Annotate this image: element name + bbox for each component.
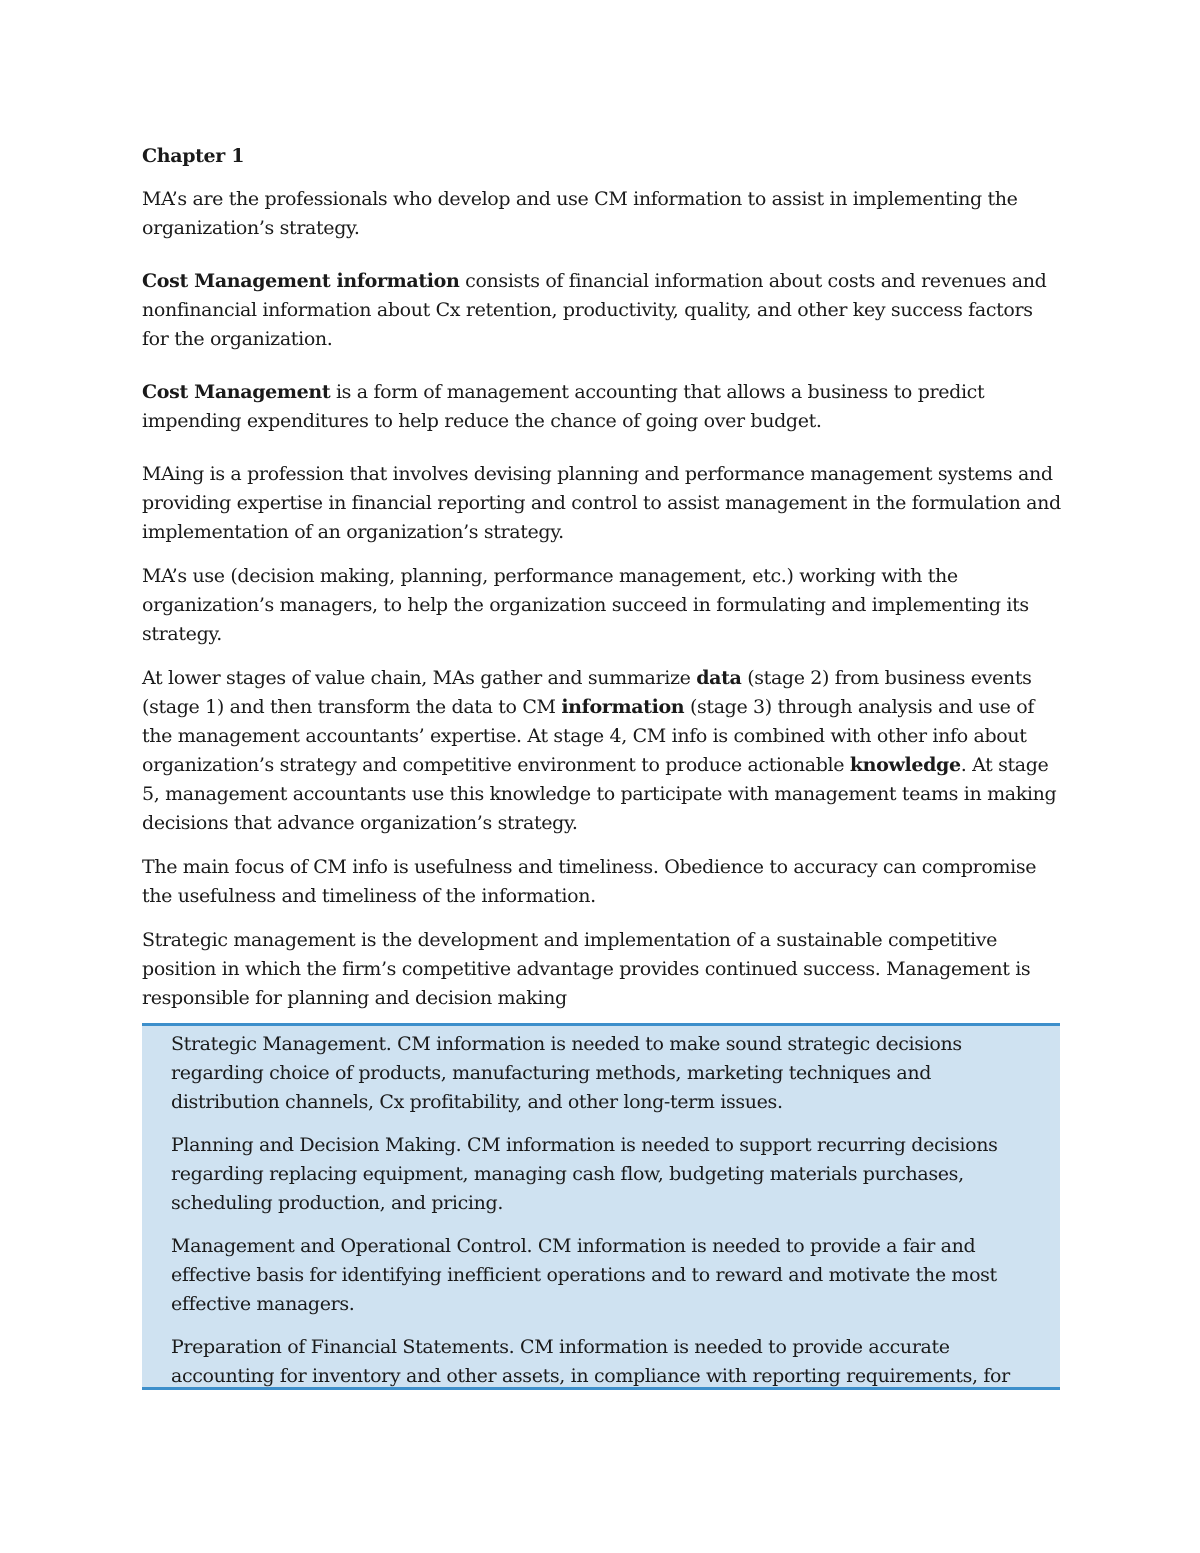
paragraph-text: (stage 3) through analysis and use of the management accountants’ expertise. At stage 4, CM info is combined with other info about organization’s strategy and competitive environment to produce actionable (142, 696, 1035, 776)
callout-item-financial-statements: Preparation of Financial Statements. CM information is needed to provide accurate accounting for inventory and other assets, in compliance with reporting requirements, for (171, 1336, 1010, 1387)
paragraph-text: . At stage 5, management accountants use this knowledge to participate with management teams in making decisions that advance organization’s strategy. (142, 754, 1057, 834)
term-cost-management-information: Cost Management information (142, 270, 460, 292)
term-data: data (696, 667, 742, 689)
paragraph-cm-focus: The main focus of CM info is usefulness and timeliness. Obedience to accuracy can compromise the usefulness and timeliness of the information. (142, 856, 1037, 907)
paragraph-maing: MAing is a profession that involves devising planning and performance management systems and providing expertise in financial reporting and control to assist management in the formulation and implementation of an organization’s strategy. (142, 463, 1061, 543)
document-body (142, 142, 1062, 1390)
paragraph-text: At lower stages of value chain, MAs gather and summarize (142, 667, 697, 689)
paragraph-text: (stage 2) from business events (stage 1) and then transform the data to CM (142, 667, 1032, 718)
paragraph-strategic-management: Strategic management is the development and implementation of a sustainable competitive position in which the firm’s competitive advantage provides continued success. Management is responsible for planning and decision making (142, 929, 1031, 1009)
paragraph-ma-use: MA’s use (decision making, planning, performance management, etc.) working with the organization’s managers, to help the organization succeed in formulating and implementing its strategy. (142, 565, 1029, 645)
term-knowledge: knowledge (849, 754, 961, 776)
paragraph-text: consists of financial information about costs and revenues and nonfinancial information about Cx retention, productivity, quality, and other key success factors for the organization. (142, 270, 1047, 350)
paragraph-text: is a form of management accounting that allows a business to predict impending expenditures to help reduce the chance of going over budget. (142, 381, 985, 432)
paragraph-cost-management (142, 378, 1062, 436)
callout-item-strategic-management: Strategic Management. CM information is needed to make sound strategic decisions regarding choice of products, manufacturing methods, marketing techniques and distribution channels, Cx profitability, and other long-term issues. (171, 1033, 962, 1113)
callout-box (142, 1023, 1060, 1390)
paragraph-ma-definition: MA’s are the professionals who develop and use CM information to assist in implementing the organization’s strategy. (142, 188, 1018, 239)
chapter-title: Chapter 1 (142, 145, 245, 167)
paragraph-value-chain (142, 664, 1062, 838)
callout-item-planning-decision: Planning and Decision Making. CM information is needed to support recurring decisions regarding replacing equipment, managing cash flow, budgeting materials purchases, scheduling production, and pricing. (171, 1134, 998, 1214)
callout-item-operational-control: Management and Operational Control. CM information is needed to provide a fair and effective basis for identifying inefficient operations and to reward and motivate the most effective managers. (171, 1235, 997, 1315)
term-cost-management: Cost Management (142, 381, 331, 403)
term-information: information (561, 696, 685, 718)
paragraph-cm-information (142, 267, 1062, 354)
